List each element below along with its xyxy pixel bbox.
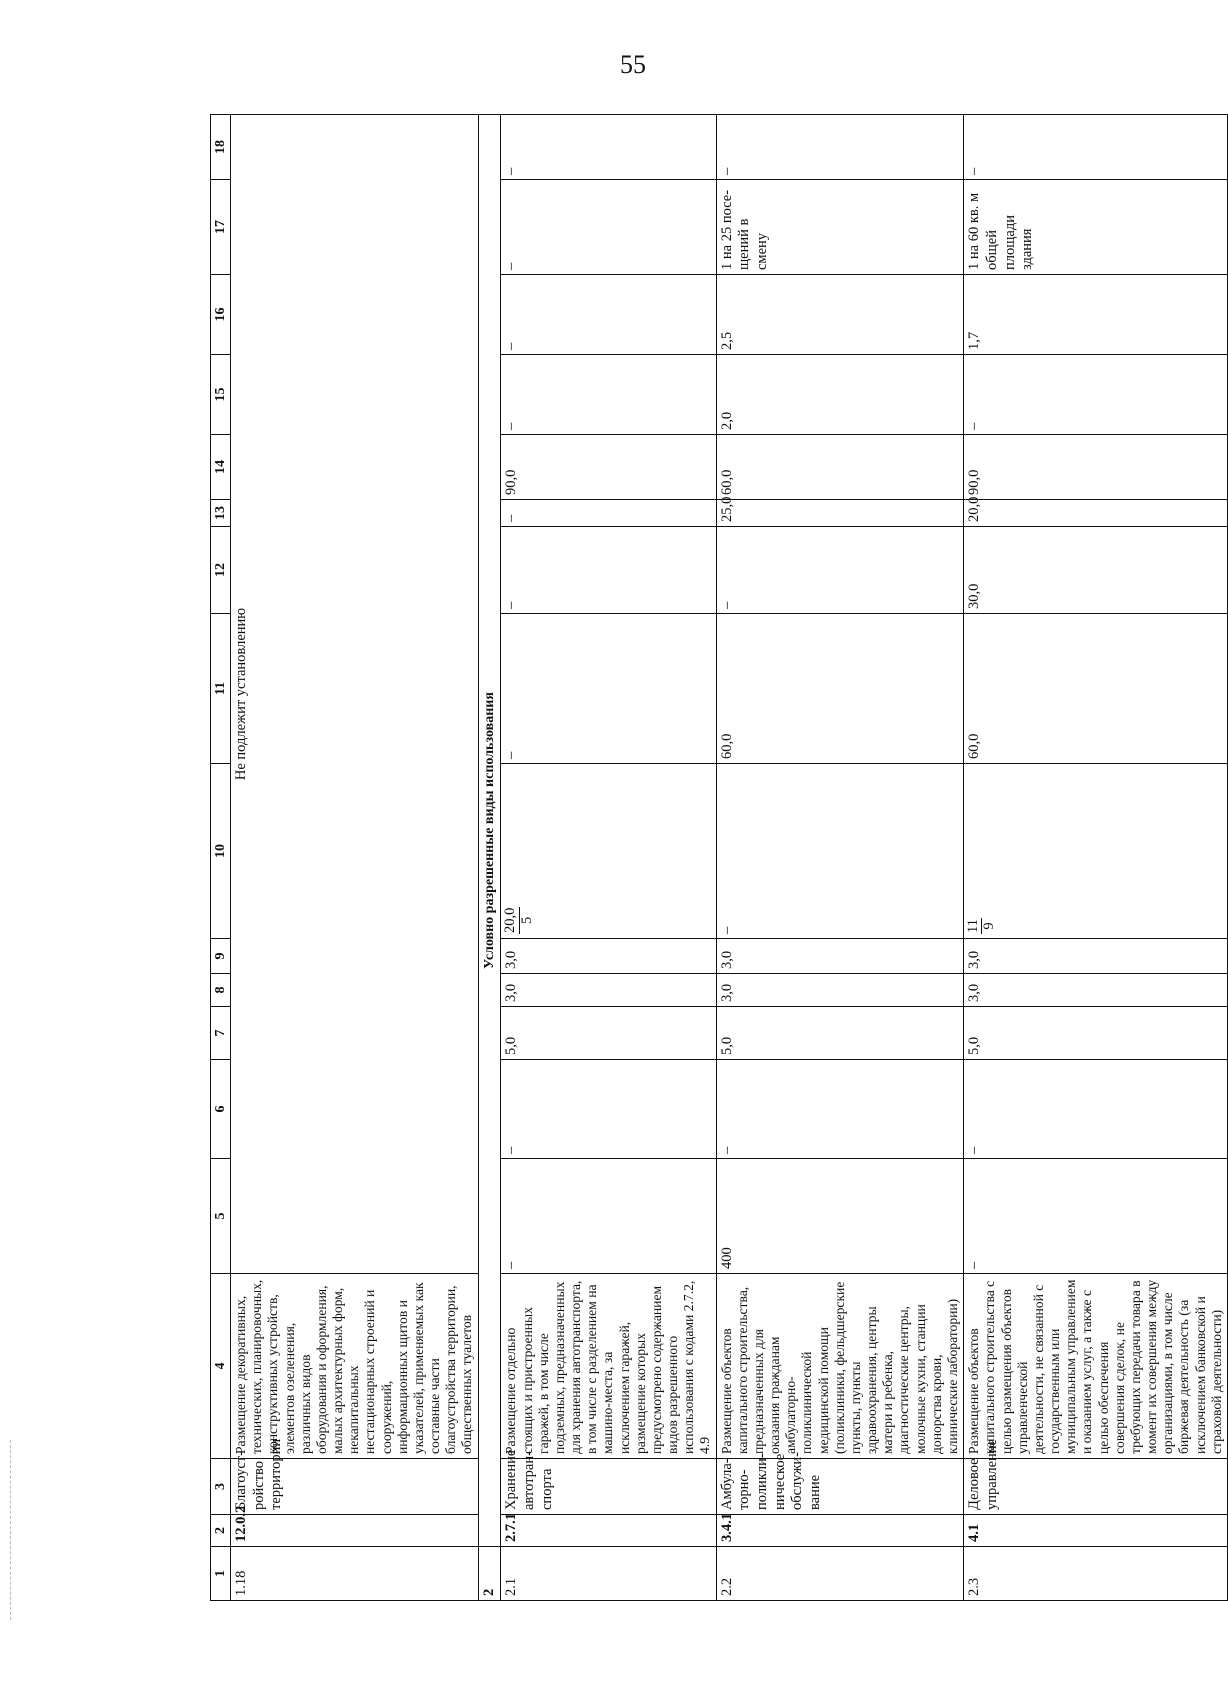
- cell-col8: 3,0: [964, 974, 1228, 1007]
- vri-description: Размещение отдельно стоящих и пристроенных гаражей, в том числе подземных, предназначенных для хранения автотранспорта, в том числе с разделением на машино-места, за исключением гаражей, размещение которых предусмотрено содержанием видов разрешенного использования с кодами 2.7.2, 4.9: [501, 1274, 716, 1459]
- header-cell: 13: [211, 500, 231, 527]
- cell-col12: –: [716, 527, 964, 614]
- vri-code: 4.1: [964, 1515, 1228, 1547]
- header-cell: 2: [211, 1515, 231, 1547]
- cell-col5: –: [501, 1159, 716, 1274]
- cell-col17: 1 на 60 кв. м общей площади здания: [964, 180, 1228, 275]
- row-number: 2.3: [964, 1547, 1228, 1601]
- table-row: [964, 115, 1228, 1601]
- header-cell: 11: [211, 614, 231, 764]
- vri-description: Размещение объектов капитального строительства с целью размещения объектов управленческой деятельности, не связанной с государственным или муниципальным управлением и оказанием услуг, а также с целью обеспечения совершения сделок, не требующих передачи товара в момент их совершения между организациями, в том числе биржевая деятельность (за исключением банковской и страховой деятельности): [964, 1274, 1228, 1459]
- page-number: 55: [620, 50, 646, 79]
- cell-col6: –: [716, 1060, 964, 1159]
- header-cell: 5: [211, 1159, 231, 1274]
- table-row: [231, 115, 479, 1601]
- table-frame: [210, 115, 1224, 1601]
- header-cell: 9: [211, 939, 231, 974]
- header-cell: 17: [211, 180, 231, 275]
- fraction-numerator: 11: [965, 919, 982, 933]
- section-row: [478, 115, 501, 1601]
- cell-col7: 5,0: [964, 1007, 1228, 1060]
- cell-col9: 3,0: [716, 939, 964, 974]
- cell-col9: 3,0: [964, 939, 1228, 974]
- cell-col7: 5,0: [501, 1007, 716, 1060]
- header-cell: 3: [211, 1459, 231, 1515]
- cell-col13: 20,0: [964, 500, 1228, 527]
- header-cell: 10: [211, 764, 231, 939]
- cell-col18: –: [964, 115, 1228, 180]
- row-number: 2.1: [501, 1547, 716, 1601]
- cell-col10: [964, 764, 1228, 939]
- header-cell: 7: [211, 1007, 231, 1060]
- vri-code: 3.4.1: [716, 1515, 964, 1547]
- header-cell: 18: [211, 115, 231, 180]
- vri-description: Размещение декоративных, технических, планировочных, конструктивных устройств, элементов озеленения, различных видов оборудования и оформления, малых архитектурных форм, некапитальных нестационарных строений и сооружений, информационных щитов и указателей, применяемых как составные части благоустройства территории, общественных туалетов: [231, 1274, 479, 1459]
- cell-col8: 3,0: [716, 974, 964, 1007]
- cell-col18: –: [501, 115, 716, 180]
- cell-col12: 30,0: [964, 527, 1228, 614]
- cell-col5: 400: [716, 1159, 964, 1274]
- table-row: [501, 115, 716, 1601]
- fraction: [503, 907, 534, 934]
- cell-col10: –: [716, 764, 964, 939]
- cell-col6: –: [964, 1060, 1228, 1159]
- header-cell: 8: [211, 974, 231, 1007]
- cell-col13: –: [501, 500, 716, 527]
- cell-col16: –: [501, 275, 716, 355]
- cell-col14: 90,0: [964, 435, 1228, 500]
- cell-col5: –: [964, 1159, 1228, 1274]
- header-cell: 16: [211, 275, 231, 355]
- scan-edge-mark: [10, 1440, 12, 1620]
- cell-col14: 90,0: [501, 435, 716, 500]
- header-cell: 15: [211, 355, 231, 435]
- header-cell: 4: [211, 1274, 231, 1459]
- vri-name: Амбула-торно-поликли-ническое обслужи-вание: [716, 1459, 964, 1515]
- header-cell: 1: [211, 1547, 231, 1601]
- rotated-table-container: [210, 115, 1224, 1601]
- cell-col15: –: [501, 355, 716, 435]
- vri-name: Хранение автотран-спорта: [501, 1459, 716, 1515]
- cell-col9: 3,0: [501, 939, 716, 974]
- cell-col15: –: [964, 355, 1228, 435]
- section-title: Условно разрешенные виды использования: [478, 115, 501, 1547]
- table-row: [716, 115, 964, 1601]
- fraction-denominator: 9: [981, 922, 998, 930]
- cell-col8: 3,0: [501, 974, 716, 1007]
- regulations-table: [210, 114, 1228, 1601]
- row-number: 1.18: [231, 1547, 479, 1601]
- cell-col16: 2,5: [716, 275, 964, 355]
- section-number: 2: [478, 1547, 501, 1601]
- fraction-numerator: 20,0: [502, 907, 519, 933]
- vri-name: Благоуст-ройство территории: [231, 1459, 479, 1515]
- cell-col16: 1,7: [964, 275, 1228, 355]
- fraction: [966, 918, 997, 934]
- cell-col17: 1 на 25 посе-щений в смену: [716, 180, 964, 275]
- cell-col11: 60,0: [964, 614, 1228, 764]
- cell-col15: 2,0: [716, 355, 964, 435]
- header-cell: 12: [211, 527, 231, 614]
- vri-code: 12.0.2: [231, 1515, 479, 1547]
- cell-col10: [501, 764, 716, 939]
- header-row: [211, 115, 231, 1601]
- vri-description: Размещение объектов капитального строительства, предназначенных для оказания гражданам амбулаторно-поликлинической медицинской помощи (поликлиники, фельдшерские пункты, пункты здравоохранения, центры матери и ребенка, диагностические центры, молочные кухни, станции донорства крови, клинические лаборатории): [716, 1274, 964, 1459]
- header-cell: 6: [211, 1060, 231, 1159]
- vri-code: 2.7.1: [501, 1515, 716, 1547]
- cell-col11: 60,0: [716, 614, 964, 764]
- vri-name: Деловое управление: [964, 1459, 1228, 1515]
- cell-col6: –: [501, 1060, 716, 1159]
- header-cell: 14: [211, 435, 231, 500]
- cell-col7: 5,0: [716, 1007, 964, 1060]
- merged-note: Не подлежит установлению: [231, 115, 479, 1274]
- fraction-denominator: 5: [518, 916, 535, 924]
- cell-col11: –: [501, 614, 716, 764]
- cell-col18: –: [716, 115, 964, 180]
- cell-col14: 60,0: [716, 435, 964, 500]
- row-number: 2.2: [716, 1547, 964, 1601]
- cell-col13: 25,0: [716, 500, 964, 527]
- cell-col17: –: [501, 180, 716, 275]
- cell-col12: –: [501, 527, 716, 614]
